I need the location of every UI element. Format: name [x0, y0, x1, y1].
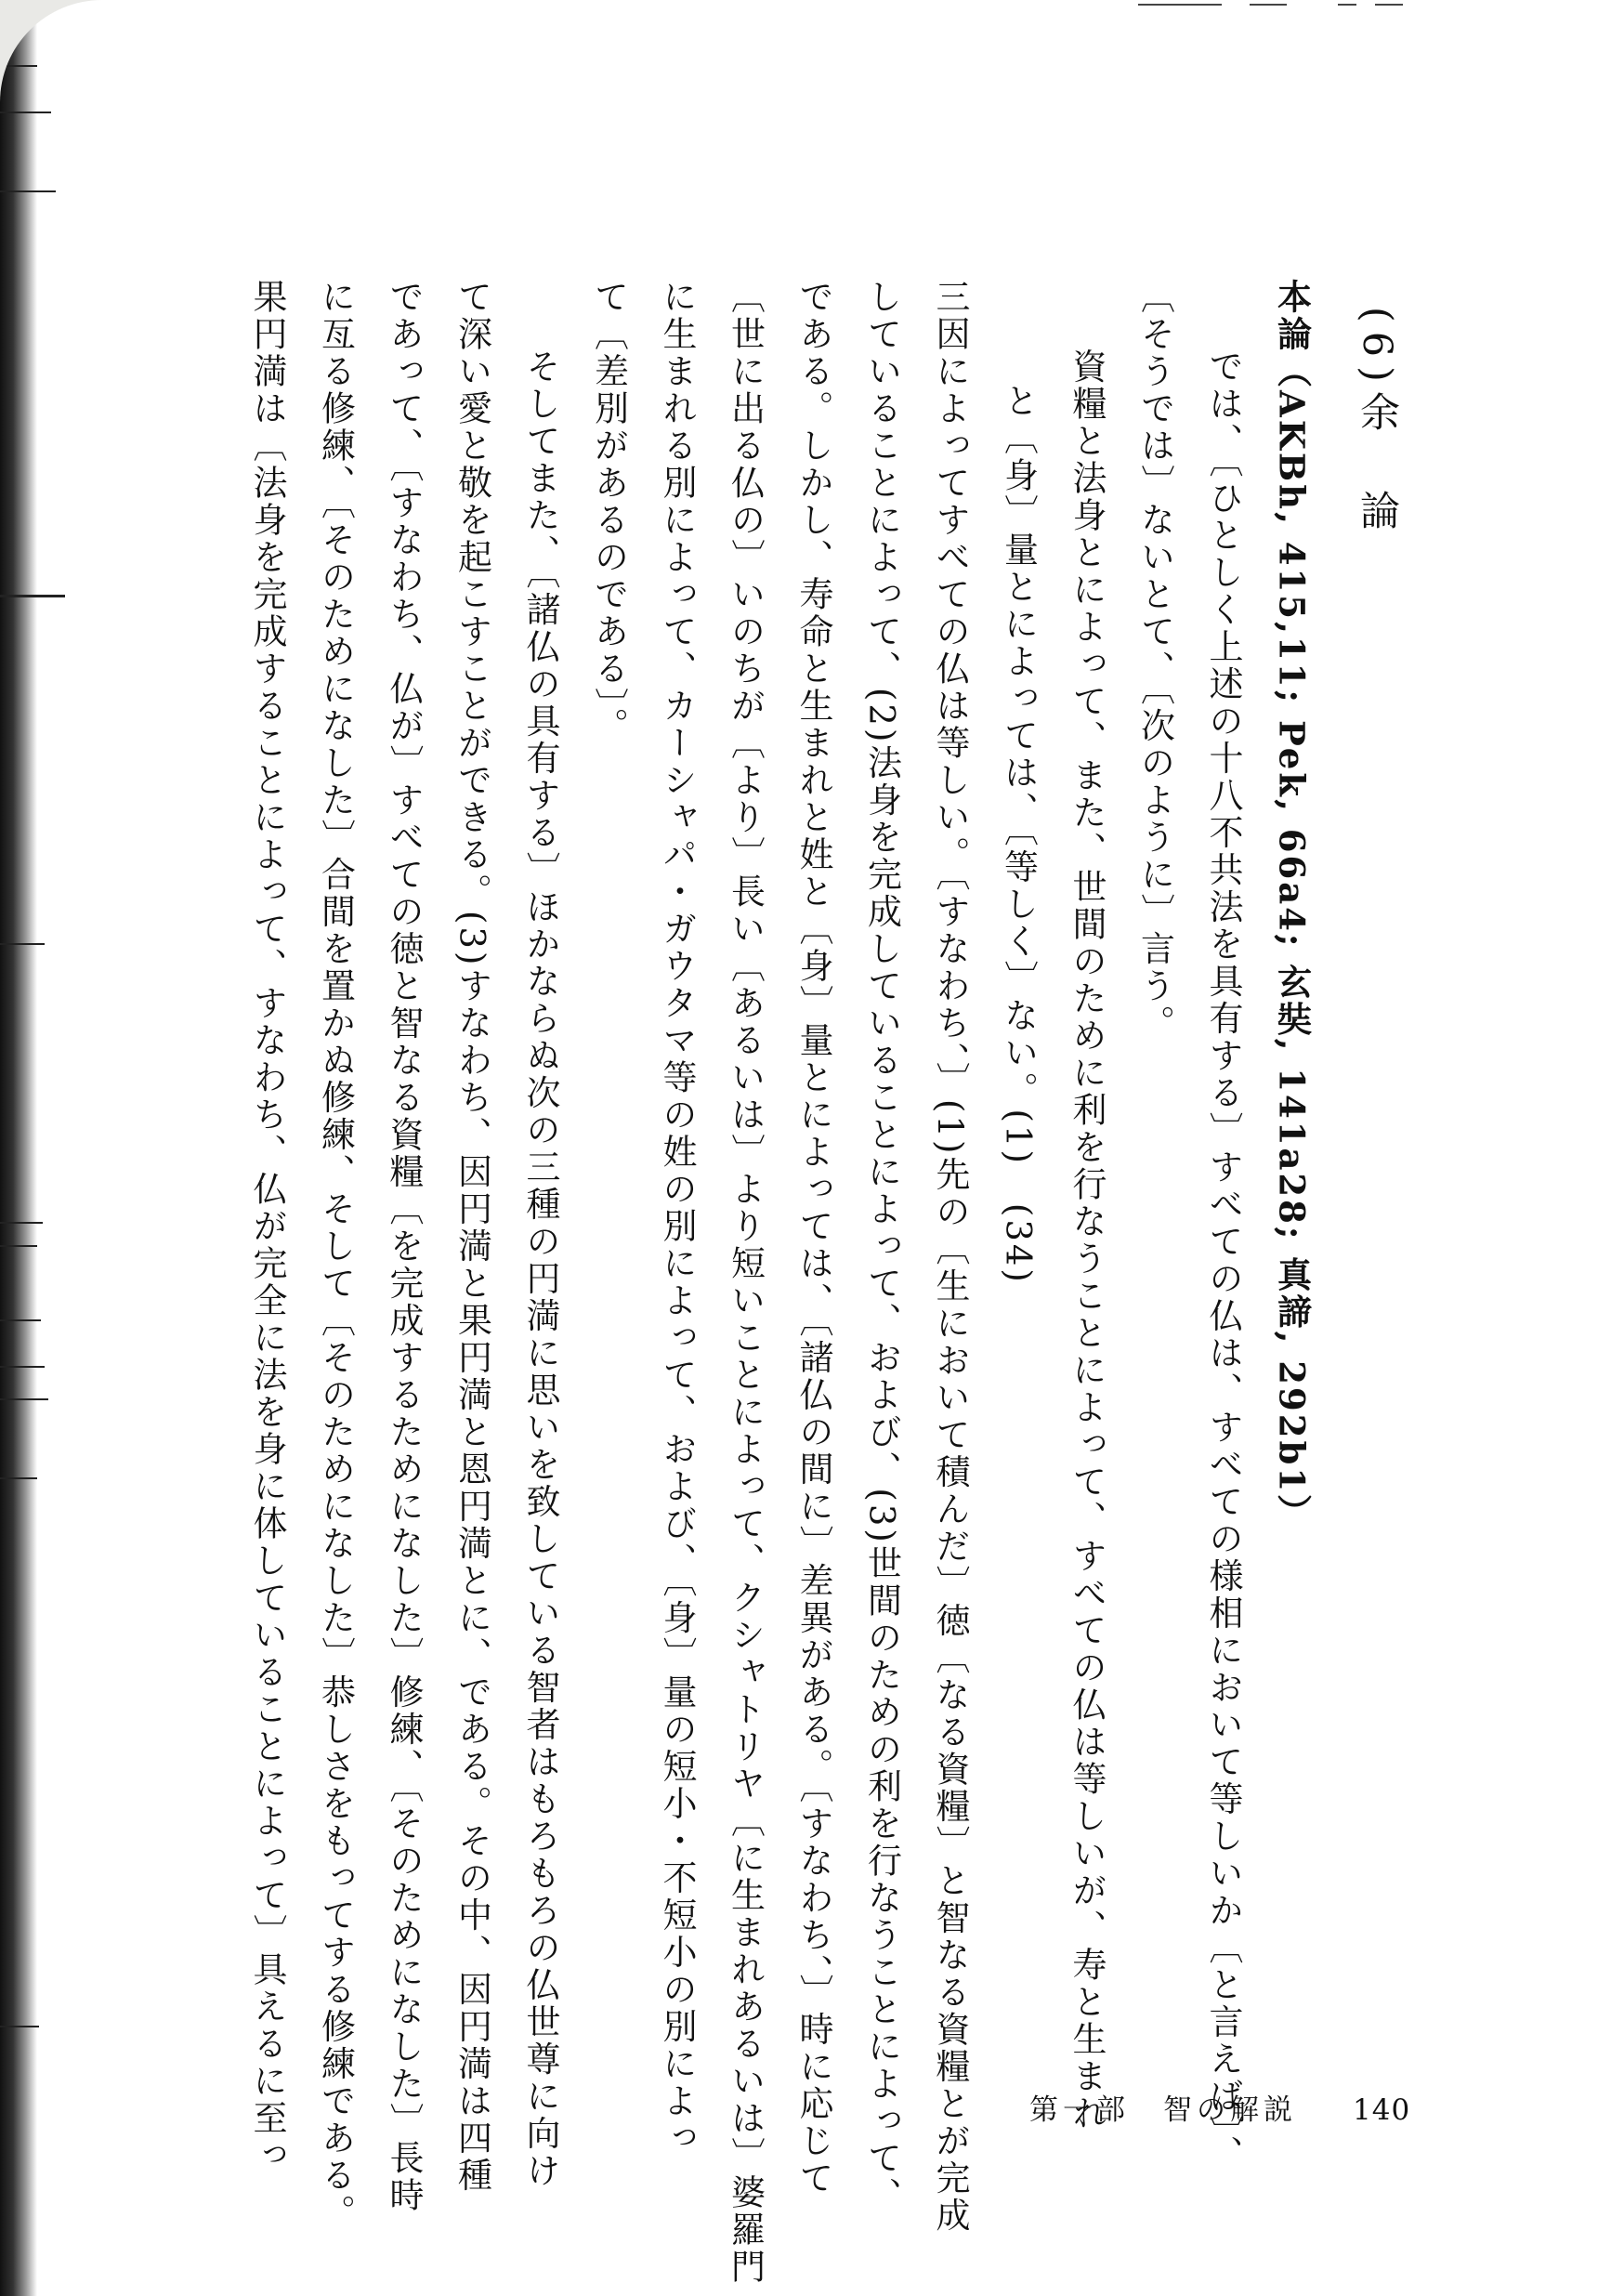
section-heading — [1342, 279, 1411, 2063]
text-line: であって、〔すなわち、仏が〕すべての徳と智なる資糧〔を完成するためになした〕修練、〔そのためになした〕長時 — [384, 279, 424, 2214]
text-line: 〔世に出る仏の〕いのちが〔より〕長い〔あるいは〕より短いことによって、クシャトリヤ〔に生まれあるいは〕婆羅門 — [725, 279, 766, 2286]
text-line: 〔そうでは〕ないとて、〔次のように〕言う。 — [1134, 279, 1175, 1043]
section-number: (6) — [1354, 307, 1400, 391]
running-footer-title: 第一部 智の解説 — [1029, 2093, 1297, 2127]
section-title: 余 論 — [1354, 390, 1400, 539]
text-line: 三因によってすべての仏は等しい。〔すなわち、〕(1)先の〔生において積んだ〕徳〔なる資糧〕と智なる資糧とが完成 — [930, 279, 970, 2235]
verse-line: と〔身〕量とによっては、〔等しく〕ない。(1) (34) — [998, 383, 1039, 1285]
text-line: そしてまた、〔諸仏の具有する〕ほかならぬ次の三種の円満に思いを致している智者はもろもろの仏世尊に向け — [520, 348, 560, 2190]
page-number: 140 — [1353, 2093, 1411, 2127]
text-line: 果円満は〔法身を完成することによって、すなわち、仏が完全に法を身に体していることによって〕具えるに至っ — [247, 279, 287, 2174]
source-reference-line: 本論（AKBh, 415,11; Pek, 66a4; 玄奘, 141a28; 真諦, 292b1） — [1271, 279, 1313, 1532]
text-line: では、〔ひとしく上述の十八不共法を具有する〕すべての仏は、すべての様相において等しいか〔と言えば〕、 — [1203, 348, 1243, 2172]
text-line: て深い愛と敬を起こすことができる。(3)すなわち、因円満と果円満と恩円満とに、である。その中、因円満は四種 — [452, 279, 492, 2195]
text-line: に亙る修練、〔そのためになした〕合間を置かぬ修練、そして〔そのためになした〕恭しさをもってする修練である。 — [315, 279, 356, 2232]
text-line: て〔差別があるのである〕。 — [588, 279, 629, 745]
scan-binding-marks — [0, 0, 111, 2296]
text-line: である。しかし、寿命と生まれと姓と〔身〕量とによっては、〔諸仏の間に〕差異がある。〔すなわち、〕時に応じて — [793, 279, 833, 2198]
text-line: に生まれる別によって、カーシャパ・ガウタマ等の姓の別によって、および、〔身〕量の短小・不短小の別によっ — [657, 279, 697, 2158]
text-line: していることによって、(2)法身を完成していることによって、および、(3)世間のための利を行なうことによって、 — [861, 279, 902, 2214]
verse-line: 資糧と法身とによって、また、世間のために利を行なうことによって、すべての仏は等しいが、寿と生まれ — [1067, 348, 1107, 2132]
page-footer — [1029, 2086, 1410, 2128]
